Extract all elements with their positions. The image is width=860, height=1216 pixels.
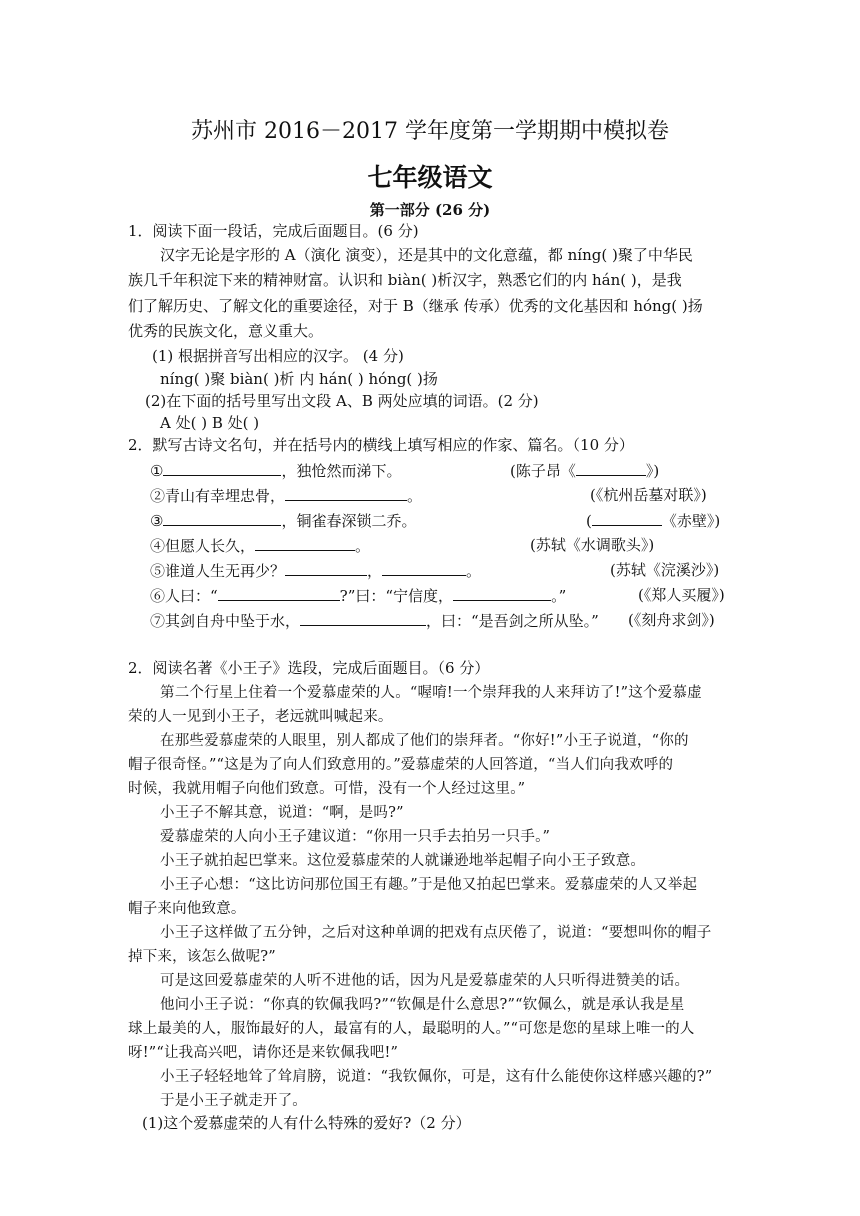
poem-source: ( 《赤壁》) — [586, 512, 721, 530]
story-line: 小王子轻轻地耸了耸肩膀，说道：“我钦佩你，可是，这有什么能使你这样感兴趣的?” — [160, 1069, 713, 1085]
source-blank[interactable] — [592, 510, 662, 526]
q1-sub2: (2)在下面的括号里写出文段 A、B 两处应填的词语。(2 分) — [145, 392, 539, 410]
q3-sub1: (1)这个爱慕虚荣的人有什么特殊的爱好?（2 分） — [142, 1114, 471, 1132]
story-line: 小王子就拍起巴掌来。这位爱慕虚荣的人就谦逊地举起帽子向小王子致意。 — [160, 853, 646, 869]
story-line: 第二个行星上住着一个爱慕虚荣的人。“喔唷!一个崇拜我的人来拜访了!”这个爱慕虚 — [160, 685, 702, 701]
q1-passage-line: 们了解历史、了解文化的重要途径，对于 B（继承 传承）优秀的文化基因和 hóng( )扬 — [128, 297, 703, 315]
poem-source: (苏轼《浣溪沙》) — [610, 561, 720, 579]
poem-source: (《杭州岳墓对联》) — [590, 486, 707, 504]
q1-passage-line: 汉字无论是字形的 A（演化 演变），还是其中的文化意蕴，都 níng( )聚了中华民 — [160, 246, 693, 264]
poem-line: ⑤谁道人生无再少？ ， 。 — [150, 562, 482, 580]
story-line: 小王子心想：“这比访问那位国王有趣。”于是他又拍起巴掌来。爱慕虚荣的人又举起 — [160, 877, 698, 893]
answer-blank[interactable] — [285, 560, 367, 576]
poem-line: ②青山有幸埋忠骨， 。 — [150, 487, 423, 505]
q2-stem: 2．默写古诗文名句，并在括号内的横线上填写相应的作家、篇名。（10 分） — [128, 436, 634, 454]
story-line: 爱慕虚荣的人向小王子建议道：“你用一只手去拍另一只手。” — [160, 829, 551, 845]
story-line: 呀!”“让我高兴吧，请你还是来钦佩我吧!” — [128, 1045, 399, 1061]
poem-source: (《郑人买履》) — [638, 586, 725, 604]
q1-sub1-blanks: níng( )聚 biàn( )析 内 hán( ) hóng( )扬 — [160, 370, 438, 388]
answer-blank[interactable] — [382, 560, 466, 576]
subject-title: 七年级语文 — [367, 163, 493, 192]
answer-blank[interactable] — [285, 485, 407, 501]
q3-stem: 2．阅读名著《小王子》选段，完成后面题目。（6 分） — [128, 659, 490, 677]
answer-blank[interactable] — [453, 585, 551, 601]
q1-sub1: (1) 根据拼音写出相应的汉字。 (4 分) — [152, 347, 404, 365]
part-heading: 第一部分 (26 分) — [369, 201, 491, 219]
q1-passage-line: 优秀的民族文化，意义重大。 — [128, 322, 324, 340]
story-line: 在那些爱慕虚荣的人眼里，别人都成了他们的崇拜者。“你好!”小王子说道，“你的 — [160, 733, 689, 749]
answer-blank[interactable] — [218, 585, 340, 601]
story-line: 帽子很奇怪。”“这是为了向人们致意用的。”爱慕虚荣的人回答道，“当人们向我欢呼的 — [128, 757, 674, 773]
answer-blank[interactable] — [300, 610, 426, 626]
exam-title: 苏州市 2016－2017 学年度第一学期期中模拟卷 — [191, 119, 669, 144]
answer-blank[interactable] — [163, 460, 281, 476]
poem-line: ⑥人曰：“ ?”曰：“宁信度， 。” — [150, 587, 567, 605]
poem-line: ① ，独怆然而涕下。 — [150, 462, 402, 480]
q1-stem: 1．阅读下面一段话，完成后面题目。(6 分) — [128, 222, 419, 240]
poem-source: (《刻舟求剑》) — [628, 611, 715, 629]
q1-passage-line: 族几千年积淀下来的精神财富。认识和 biàn( )析汉字，熟悉它们的内 hán( )，是我 — [128, 271, 682, 289]
source-blank[interactable] — [576, 460, 646, 476]
story-line: 他问小王子说：“你真的钦佩我吗?”“钦佩是什么意思?”“钦佩么，就是承认我是星 — [160, 997, 685, 1013]
story-line: 掉下来，该怎么做呢?” — [128, 949, 276, 965]
q1-sub2-blanks: A 处( ) B 处( ) — [160, 414, 260, 432]
poem-source: (苏轼《水调歌头》) — [530, 536, 655, 554]
story-line: 时候，我就用帽子向他们致意。可惜，没有一个人经过这里。” — [128, 781, 526, 797]
story-line: 小王子不解其意，说道：“啊，是吗?” — [160, 805, 404, 821]
answer-blank[interactable] — [163, 510, 281, 526]
story-line: 帽子来向他致意。 — [128, 901, 246, 917]
story-line: 可是这回爱慕虚荣的人听不进他的话，因为凡是爱慕虚荣的人只听得进赞美的话。 — [160, 973, 690, 989]
answer-blank[interactable] — [255, 535, 355, 551]
poem-line: ④但愿人长久， 。 — [150, 537, 371, 555]
poem-line: ⑦其剑自舟中坠于水， ，曰：“是吾剑之所从坠。” — [150, 612, 599, 630]
poem-line: ③ ，铜雀春深锁二乔。 — [150, 512, 417, 530]
poem-source: (陈子昂《 》) — [510, 462, 660, 480]
story-line: 小王子这样做了五分钟，之后对这种单调的把戏有点厌倦了，说道：“要想叫你的帽子 — [160, 925, 712, 941]
story-line: 于是小王子就走开了。 — [160, 1093, 307, 1109]
story-line: 球上最美的人，服饰最好的人，最富有的人，最聪明的人。”“可您是您的星球上唯一的人 — [128, 1021, 695, 1037]
story-line: 荣的人一见到小王子，老远就叫喊起来。 — [128, 709, 393, 725]
